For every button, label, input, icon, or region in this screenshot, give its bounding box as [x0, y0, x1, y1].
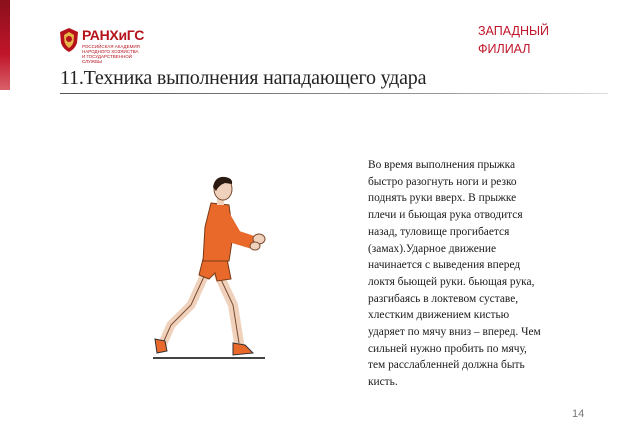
ranepa-logo [58, 27, 145, 64]
branch-line-1: ЗАПАДНЫЙ [478, 24, 550, 38]
title-divider [60, 93, 608, 94]
page-number: 14 [572, 408, 585, 420]
slide-title: 11.Техника выполнения нападающего удара [60, 67, 427, 89]
body-paragraph: Во время выполнения прыжка быстро разогнуть ноги и резко поднять руки вверх. В прыжке плечи и бьющая рука отводится назад, туловище прогибается (замах).Ударное движение начинается с выведения вперед локтя бьющей руки. бьющая рука, разгибаясь в локтевом суставе, хлестким движением кистью ударяет по мячу вниз – вперед. Чем сильней нужно пробить по мячу, тем расслабленней должна быть кисть. [368, 159, 541, 389]
branch-line-2: ФИЛИАЛ [478, 42, 531, 56]
accent-bar [0, 0, 10, 90]
volleyball-player-illustration [145, 175, 275, 365]
branch-label [478, 22, 618, 58]
logo-title: РАНХиГС [82, 27, 145, 43]
logo-subtitle: РОССИЙСКАЯ АКАДЕМИЯ НАРОДНОГО ХОЗЯЙСТВА И ГОСУДАРСТВЕННОЙ СЛУЖБЫ [82, 44, 140, 64]
emblem-icon [58, 27, 80, 53]
